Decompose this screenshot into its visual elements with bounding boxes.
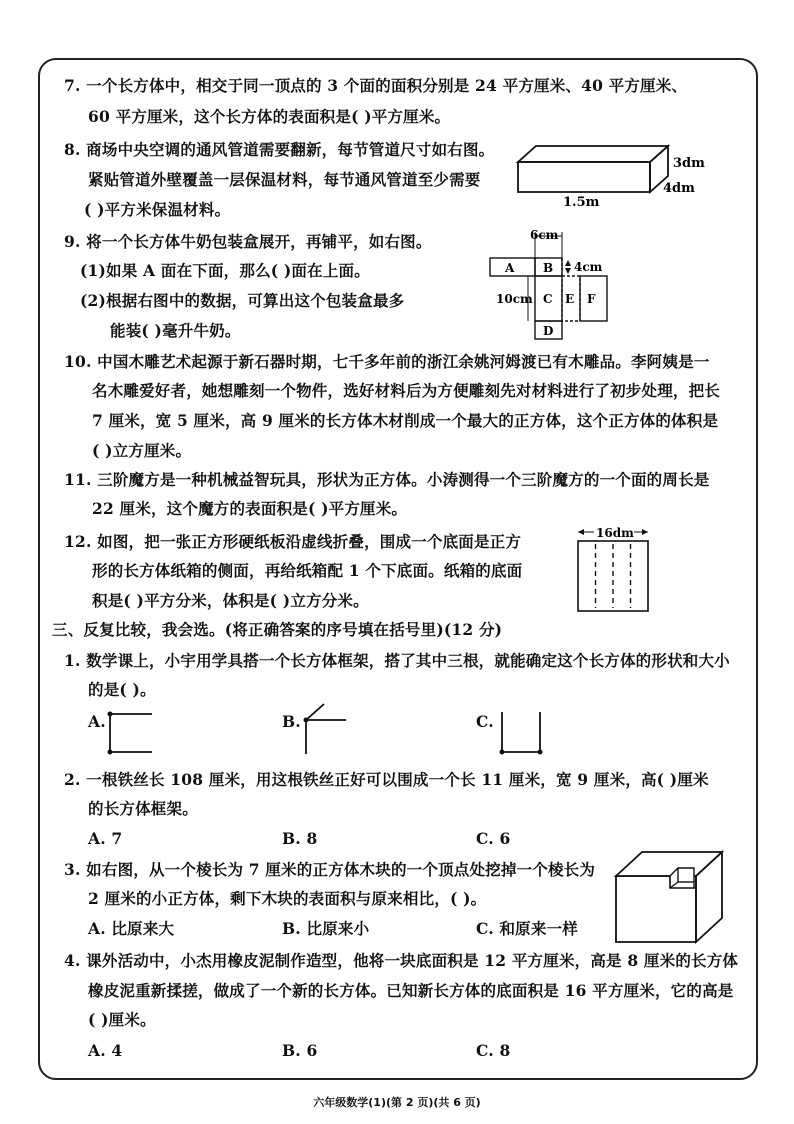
q10-line3: 7 厘米，宽 5 厘米，高 9 厘米的长方体木材削成一个最大的正方体，这个正方体的体积是 [92,411,719,430]
q12-line2: 形的长方体纸箱的侧面，再给纸箱配 1 个下底面。纸箱的底面 [92,561,523,580]
net-height-label: 10cm [496,292,533,306]
c2-option-a[interactable]: A. 7 [88,829,123,848]
c1-line2: 的是( )。 [88,680,156,699]
q9-line2: (1)如果 A 面在下面，那么( )面在上面。 [80,261,370,280]
c1-line1: 1. 数学课上，小宇用学具搭一个长方体框架，搭了其中三根，就能确定这个长方体的形状和大小 [64,651,730,670]
milk-box-net-figure [480,226,620,346]
c1-option-c[interactable]: C. [476,712,494,731]
option-a-frame-icon [104,710,156,756]
c4-line3: ( )厘米。 [88,1010,156,1029]
q8-line2: 紧贴管道外壁覆盖一层保温材料，每节通风管道至少需要 [88,170,481,189]
c2-option-c[interactable]: C. 6 [476,829,511,848]
q7-line2: 60 平方厘米，这个长方体的表面积是( )平方厘米。 [88,107,451,126]
net-top-label: 6cm [530,228,559,242]
c3-option-c[interactable]: C. 和原来一样 [476,919,578,938]
net-face-d: D [543,324,554,338]
page-footer: 六年级数学(1)(第 2 页)(共 6 页) [313,1096,481,1109]
c2-line1: 2. 一根铁丝长 108 厘米，用这根铁丝正好可以围成一个长 11 厘米，宽 9 厘米，高( )厘米 [64,770,709,789]
duct-width-label: 4dm [663,181,695,196]
duct-figure [508,140,723,212]
q7-line1: 7. 一个长方体中，相交于同一顶点的 3 个面的面积分别是 24 平方厘米、40 平方厘米、 [64,76,688,95]
net-face-a: A [505,261,515,275]
q12-line1: 12. 如图，把一张正方形硬纸板沿虚线折叠，围成一个底面是正方 [64,532,522,551]
q10-line1: 10. 中国木雕艺术起源于新石器时期，七千多年前的浙江余姚河姆渡已有木雕品。李阿姨是一 [64,352,710,371]
net-side-label: 4cm [574,260,603,274]
duct-length-label: 1.5m [563,195,600,210]
c1-option-a[interactable]: A. [88,712,106,731]
c1-option-b[interactable]: B. [282,712,301,731]
q8-line1: 8. 商场中央空调的通风管道需要翻新，每节管道尺寸如右图。 [64,140,495,159]
q9-line1: 9. 将一个长方体牛奶包装盒展开，再铺平，如右图。 [64,232,432,251]
q12-line3: 积是( )平方分米，体积是( )立方分米。 [92,591,369,610]
paperboard-size-label: 16dm [596,526,634,540]
section3-title: 三、反复比较，我会选。(将正确答案的序号填在括号里)(12 分) [52,620,503,639]
c3-option-b[interactable]: B. 比原来小 [282,919,370,938]
q10-line4: ( )立方厘米。 [92,441,192,460]
net-face-e: E [565,292,575,306]
q11-line1: 11. 三阶魔方是一种机械益智玩具，形状为正方体。小涛测得一个三阶魔方的一个面的周长是 [64,470,710,489]
q9-line4: 能装( )毫升牛奶。 [110,321,241,340]
c2-option-b[interactable]: B. 8 [282,829,318,848]
option-c-frame-icon [496,708,548,758]
q9-line3: (2)根据右图中的数据，可算出这个包装盒最多 [80,291,405,310]
net-face-f: F [587,292,596,306]
q10-line2: 名木雕爱好者，她想雕刻一个物件，选好材料后为方便雕刻先对材料进行了初步处理，把长 [92,381,721,400]
net-face-c: C [543,292,553,306]
c2-line2: 的长方体框架。 [88,799,198,818]
net-face-b: B [543,261,554,275]
option-b-frame-icon [296,700,352,758]
q8-line3: ( )平方米保温材料。 [84,200,231,219]
c3-line1: 3. 如右图，从一个棱长为 7 厘米的正方体木块的一个顶点处挖掉一个棱长为 [64,860,596,879]
cube-with-notch-figure [612,846,728,946]
c3-option-a[interactable]: A. 比原来大 [88,919,175,938]
q11-line2: 22 厘米，这个魔方的表面积是( )平方厘米。 [92,499,408,518]
c4-line1: 4. 课外活动中，小杰用橡皮泥制作造型，他将一块底面积是 12 平方厘米，高是 8 厘米的长方体 [64,951,739,970]
c3-line2: 2 厘米的小正方体，剩下木块的表面积与原来相比，( )。 [88,889,487,908]
c4-option-b[interactable]: B. 6 [282,1041,318,1060]
c4-option-c[interactable]: C. 8 [476,1041,511,1060]
c4-option-a[interactable]: A. 4 [88,1041,123,1060]
duct-height-label: 3dm [673,156,705,171]
paperboard-figure [572,522,660,618]
c4-line2: 橡皮泥重新揉搓，做成了一个新的长方体。已知新长方体的底面积是 16 平方厘米，它的高是 [88,981,734,1000]
